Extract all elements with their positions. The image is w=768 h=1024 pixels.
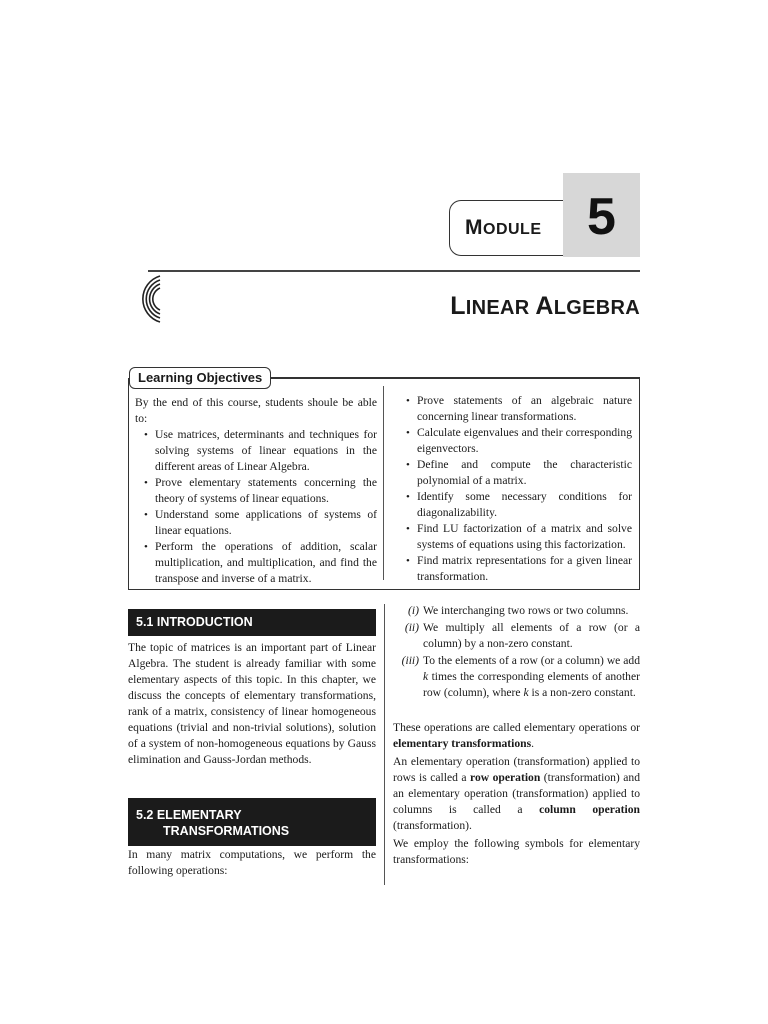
operation-text-part: times the corresponding elements of another row (column), where — [423, 670, 640, 699]
paragraph-elementary-operations — [393, 720, 640, 752]
objective-text: Calculate eigenvalues and their corresponding eigenvectors. — [417, 426, 632, 455]
objective-text: Identify some necessary conditions for diagonalizability. — [417, 490, 632, 519]
bullet-icon: • — [406, 523, 410, 535]
text-part: (transformation) and an elementary operation (transformation) applied to columns is called a — [393, 771, 640, 816]
bullet-icon: • — [406, 459, 410, 471]
objective-item — [406, 553, 632, 585]
objective-text: Find LU factorization of a matrix and solve systems of equations using this factorization. — [417, 522, 632, 551]
section-heading-line-1: 5.2 ELEMENTARY — [136, 808, 242, 822]
operation-item — [393, 653, 640, 701]
bullet-icon: • — [144, 509, 148, 521]
text-part: These operations are called elementary operations or — [393, 721, 640, 734]
elementary-transformations-body — [128, 847, 376, 879]
variable-k: k — [423, 670, 429, 683]
learning-objectives-right-list — [406, 393, 632, 585]
introduction-body — [128, 640, 376, 768]
objective-item — [406, 457, 632, 489]
title-rest-2: LGEBRA — [553, 297, 640, 319]
variable-k: k — [523, 686, 529, 699]
elementary-transformations-paragraph: In many matrix computations, we perform the following operations: — [128, 848, 376, 877]
header-rule — [148, 270, 640, 272]
publisher-logo-icon — [126, 270, 162, 326]
module-number: 5 — [587, 188, 616, 246]
objective-text: Find matrix representations for a given linear transformation. — [417, 554, 632, 583]
objective-item — [144, 507, 377, 539]
bullet-icon: • — [144, 541, 148, 553]
operation-text — [423, 654, 640, 699]
learning-objectives-top-line — [262, 377, 640, 378]
module-label-rest: ODULE — [483, 221, 542, 238]
title-initial-2: A — [535, 292, 554, 320]
bold-term: row operation — [470, 771, 541, 784]
objective-item — [144, 427, 377, 475]
objective-item — [406, 521, 632, 553]
module-label-initial: M — [465, 216, 483, 239]
objective-text: Understand some applications of systems of linear equations. — [155, 508, 377, 537]
objective-text: Perform the operations of addition, scalar multiplication, and multiplication, and find the transpose and inverse of a matrix. — [155, 540, 377, 585]
section-heading-elementary-transformations — [128, 798, 376, 846]
bullet-icon: • — [406, 395, 410, 407]
operation-text-part: To the elements of a row (or a column) we add — [423, 654, 640, 667]
bold-term: column operation — [539, 803, 640, 816]
title-rest-1: INEAR — [465, 297, 530, 319]
bullet-icon: • — [406, 555, 410, 567]
right-column-paragraphs — [393, 720, 640, 870]
paragraph-symbols: We employ the following symbols for elementary transformations: — [393, 837, 640, 866]
paragraph-row-column-operations — [393, 754, 640, 834]
operation-number: (ii) — [404, 621, 419, 634]
objective-item — [144, 475, 377, 507]
bullet-icon: • — [406, 427, 410, 439]
column-divider — [384, 604, 385, 885]
chapter-title — [450, 292, 640, 321]
operation-number: (i) — [408, 604, 419, 617]
objective-item — [144, 539, 377, 587]
bold-term: elementary transformations — [393, 737, 532, 750]
introduction-paragraph: The topic of matrices is an important part of Linear Algebra. The student is already familiar with some elementary aspects of this topic. In this chapter, we discuss the concepts of elementary transformations, rank of a matrix, consistency of linear homogeneous equations (trivial and non-trivial solutions), solution of a system of non-homogeneous equations by Gauss elimination and Gauss-Jordan methods. — [128, 641, 376, 766]
bullet-icon: • — [144, 477, 148, 489]
objective-item — [406, 393, 632, 425]
learning-objectives-divider — [383, 386, 384, 580]
module-label — [465, 216, 542, 240]
learning-objectives-left-column — [135, 395, 377, 587]
text-part: An elementary operation (transformation) applied to rows is called a — [393, 755, 640, 784]
bullet-icon: • — [144, 429, 148, 441]
bullet-icon: • — [406, 491, 410, 503]
objective-item — [406, 489, 632, 521]
section-heading-line-2: TRANSFORMATIONS — [163, 824, 290, 838]
title-initial-1: L — [450, 292, 466, 320]
learning-objectives-intro: By the end of this course, students shoule be able to: — [135, 396, 377, 425]
objective-text: Prove statements of an algebraic nature concerning linear transformations. — [417, 394, 632, 423]
text-part: . — [531, 737, 535, 750]
text-part: (transformation). — [393, 819, 472, 832]
objective-text: Prove elementary statements concerning the theory of systems of linear equations. — [155, 476, 377, 505]
objective-item — [406, 425, 632, 457]
learning-objectives-left-list — [135, 427, 377, 587]
operation-text: We multiply all elements of a row (or a column) by a non-zero constant. — [423, 621, 640, 650]
learning-objectives-right-column — [406, 393, 632, 585]
section-heading-introduction: 5.1 INTRODUCTION — [128, 609, 376, 636]
operation-text-part: is a non-zero constant. — [528, 686, 636, 699]
operation-item — [393, 603, 640, 619]
operation-number: (iii) — [401, 654, 419, 667]
operations-list — [393, 603, 640, 702]
learning-objectives-heading: Learning Objectives — [129, 367, 271, 389]
operation-item — [393, 620, 640, 652]
objective-text: Use matrices, determinants and techniques for solving systems of linear equations in the different areas of Linear Algebra. — [155, 428, 377, 473]
operation-text: We interchanging two rows or two columns. — [423, 604, 629, 617]
objective-text: Define and compute the characteristic polynomial of a matrix. — [417, 458, 632, 487]
